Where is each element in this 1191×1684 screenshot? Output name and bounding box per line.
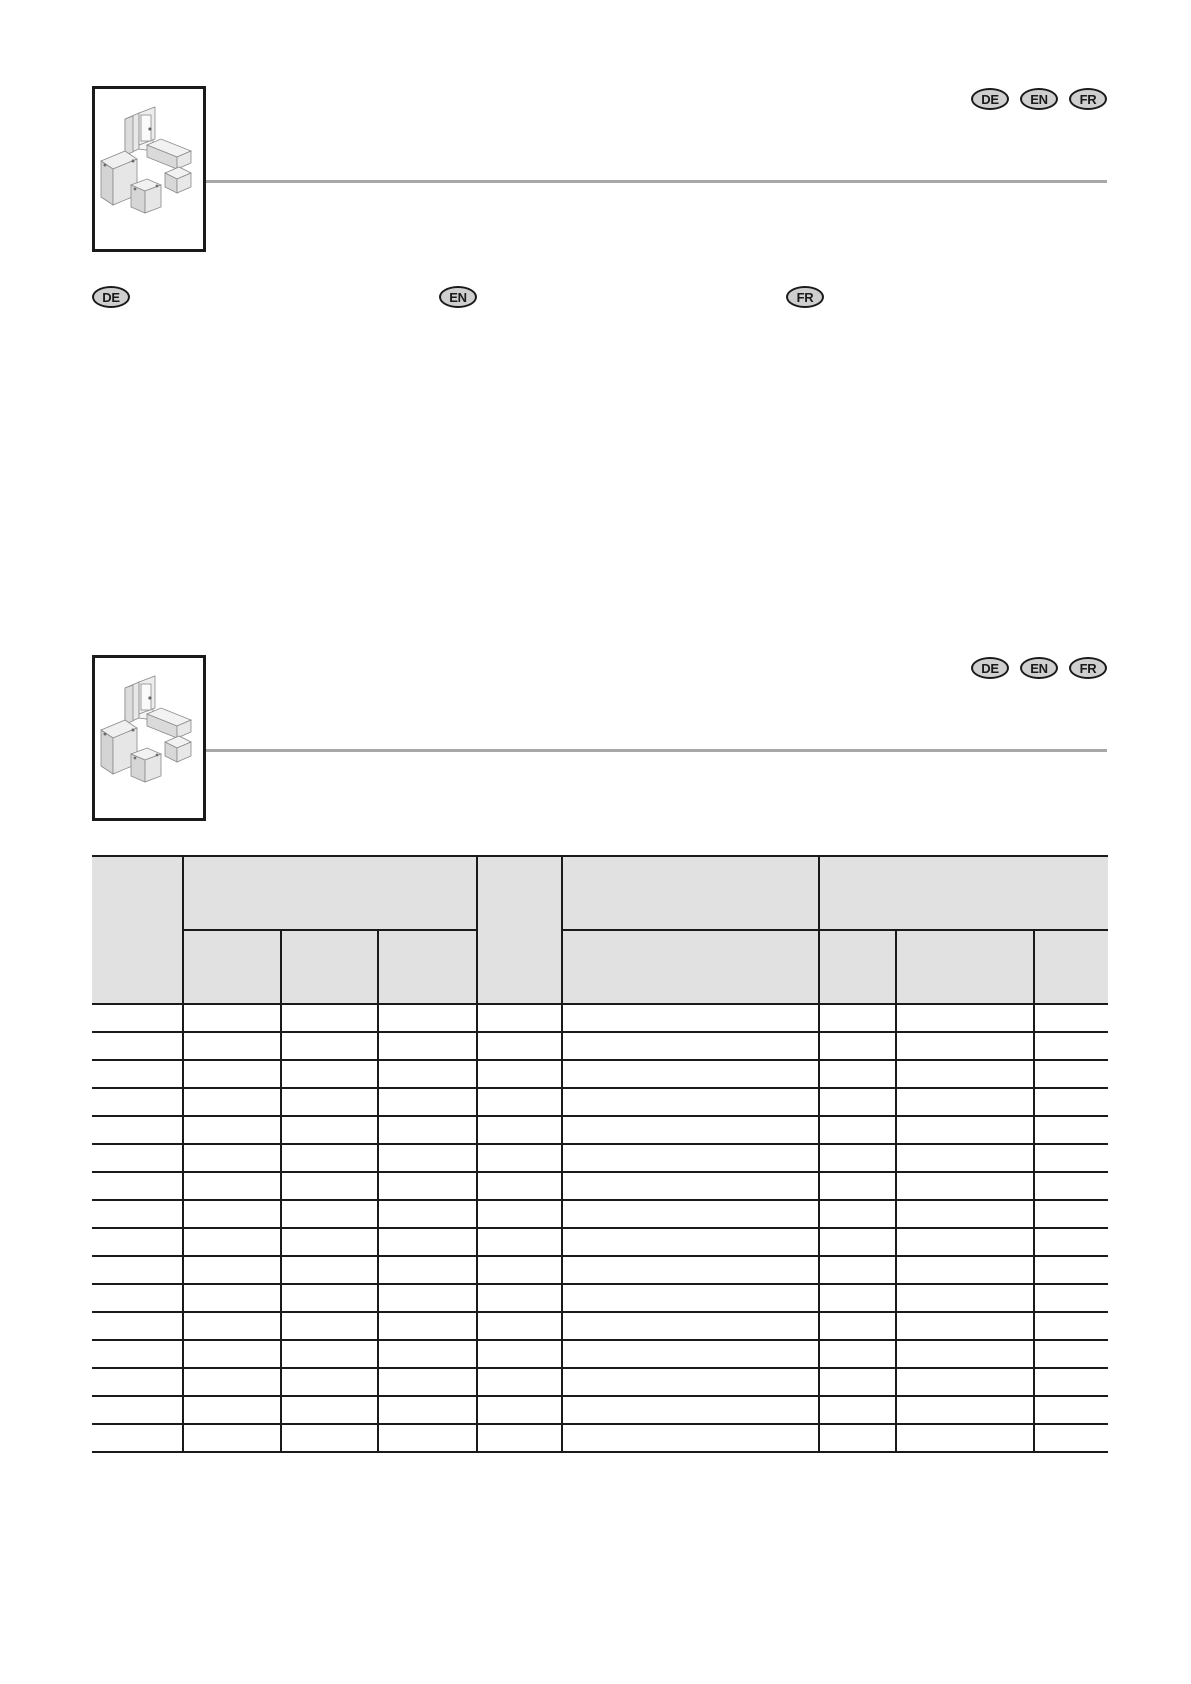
table-cell [183,1228,281,1256]
table-cell [477,1144,562,1172]
column-language-badge-en: EN [439,286,477,308]
table-cell [92,1424,183,1452]
table-cell [1034,1396,1108,1424]
language-badge-fr: FR [1069,88,1107,110]
table-cell [819,1032,896,1060]
table-cell [378,1368,477,1396]
table-cell [92,1312,183,1340]
product-data-table [92,855,1108,1453]
table-cell [281,1172,378,1200]
table-row [92,1060,1108,1088]
table-cell [281,1284,378,1312]
table-cell [477,1368,562,1396]
table-cell [1034,1088,1108,1116]
table-subheader-5 [819,930,896,1004]
table-subheader-7 [1034,930,1108,1004]
column-language-badge-fr: FR [786,286,824,308]
intro-column-en [439,320,759,620]
table-cell [92,1340,183,1368]
table-cell [281,1032,378,1060]
table-header-article [92,856,183,1004]
table-subheader-2 [281,930,378,1004]
language-badge-de: DE [971,88,1009,110]
table-cell [562,1144,819,1172]
table-cell [281,1088,378,1116]
table-cell [819,1060,896,1088]
table-body [92,1004,1108,1452]
table-cell [92,1200,183,1228]
table-cell [896,1032,1034,1060]
table-cell [896,1172,1034,1200]
table-subheader-3 [378,930,477,1004]
table-cell [183,1200,281,1228]
table-cell [896,1312,1034,1340]
table-cell [183,1116,281,1144]
table-row [92,1284,1108,1312]
enclosure-cabinets-icon [95,658,203,818]
table-cell [477,1340,562,1368]
table-cell [477,1004,562,1032]
table-cell [562,1172,819,1200]
table-cell [562,1032,819,1060]
table-cell [819,1228,896,1256]
column-language-badge-de: DE [92,286,130,308]
table-cell [819,1312,896,1340]
table-row [92,1144,1108,1172]
table-row [92,1396,1108,1424]
table-cell [378,1396,477,1424]
table-cell [378,1424,477,1452]
table-header-right-group [819,856,1108,930]
table-cell [378,1256,477,1284]
table-subheader-6 [896,930,1034,1004]
table-cell [477,1032,562,1060]
table-cell [896,1144,1034,1172]
table-cell [477,1088,562,1116]
table-cell [477,1172,562,1200]
table-cell [477,1060,562,1088]
table-cell [183,1088,281,1116]
table-cell [1034,1144,1108,1172]
table-cell [819,1200,896,1228]
table-cell [1034,1004,1108,1032]
table-cell [477,1256,562,1284]
table-cell [896,1200,1034,1228]
table-cell [378,1284,477,1312]
table-cell [378,1060,477,1088]
table-cell [819,1004,896,1032]
table-cell [378,1340,477,1368]
table-cell [92,1004,183,1032]
table-cell [92,1368,183,1396]
table-cell [819,1256,896,1284]
table-cell [896,1228,1034,1256]
table-cell [477,1312,562,1340]
table-cell [562,1004,819,1032]
table-cell [1034,1256,1108,1284]
table-cell [477,1396,562,1424]
table-cell [896,1256,1034,1284]
table-cell [281,1228,378,1256]
table-cell [819,1424,896,1452]
table-row [92,1116,1108,1144]
table-cell [562,1284,819,1312]
table-cell [281,1340,378,1368]
table-cell [92,1172,183,1200]
table-cell [183,1340,281,1368]
table-cell [819,1116,896,1144]
table-cell [1034,1060,1108,1088]
table-cell [562,1312,819,1340]
language-badge-en: EN [1020,657,1058,679]
language-badge-de: DE [971,657,1009,679]
table-cell [92,1256,183,1284]
table-cell [183,1312,281,1340]
table-cell [562,1340,819,1368]
table-cell [896,1116,1034,1144]
table-cell [281,1200,378,1228]
table-cell [92,1228,183,1256]
table-cell [1034,1368,1108,1396]
table-cell [562,1396,819,1424]
bottom-section-header [0,655,1191,825]
table-cell [896,1284,1034,1312]
product-thumbnail-bottom [92,655,206,821]
table-header-row-2 [92,930,1108,1004]
table-cell [562,1368,819,1396]
table-row [92,1424,1108,1452]
table-subheader-4 [562,930,819,1004]
table-cell [183,1172,281,1200]
table-cell [477,1284,562,1312]
table-cell [281,1396,378,1424]
table-cell [477,1424,562,1452]
table-cell [281,1424,378,1452]
table-cell [281,1368,378,1396]
table-cell [378,1200,477,1228]
table-cell [896,1424,1034,1452]
table-cell [281,1312,378,1340]
table-cell [92,1060,183,1088]
table-cell [562,1088,819,1116]
table-cell [378,1116,477,1144]
table-cell [1034,1116,1108,1144]
table-cell [378,1088,477,1116]
table-cell [819,1396,896,1424]
table-cell [183,1424,281,1452]
table-cell [378,1312,477,1340]
language-badge-fr: FR [1069,657,1107,679]
table-cell [183,1060,281,1088]
language-badges-top [971,88,1107,110]
table-cell [281,1256,378,1284]
table-cell [562,1256,819,1284]
table-row [92,1312,1108,1340]
table-cell [819,1172,896,1200]
table-cell [378,1144,477,1172]
table-cell [92,1032,183,1060]
table-row [92,1228,1108,1256]
table-cell [281,1116,378,1144]
intro-column-fr [786,320,1106,620]
table-cell [896,1340,1034,1368]
table-cell [281,1060,378,1088]
table-cell [819,1368,896,1396]
table-row [92,1368,1108,1396]
table-cell [183,1004,281,1032]
table-header-col6-group [562,856,819,930]
table-cell [378,1228,477,1256]
table-cell [92,1144,183,1172]
top-section-header [0,86,1191,256]
table-cell [562,1424,819,1452]
table-cell [896,1396,1034,1424]
table-cell [183,1396,281,1424]
table-cell [1034,1312,1108,1340]
table-cell [1034,1340,1108,1368]
table-cell [281,1144,378,1172]
table-cell [183,1144,281,1172]
table-cell [378,1004,477,1032]
table-row [92,1200,1108,1228]
enclosure-cabinets-icon [95,89,203,249]
table-cell [378,1032,477,1060]
table-cell [1034,1284,1108,1312]
table-cell [1034,1032,1108,1060]
table-cell [477,1228,562,1256]
table-cell [92,1088,183,1116]
table-cell [183,1368,281,1396]
table-row [92,1088,1108,1116]
product-thumbnail-top [92,86,206,252]
table-cell [896,1004,1034,1032]
table-cell [281,1004,378,1032]
table-cell [183,1284,281,1312]
table-cell [92,1116,183,1144]
table-cell [183,1032,281,1060]
header-divider-top [206,180,1107,183]
table-row [92,1172,1108,1200]
language-badge-en: EN [1020,88,1058,110]
table-cell [183,1256,281,1284]
table-cell [477,1200,562,1228]
language-badges-bottom [971,657,1107,679]
table-cell [1034,1424,1108,1452]
table-row [92,1004,1108,1032]
table-cell [819,1144,896,1172]
table-subheader-1 [183,930,281,1004]
table-header-col5 [477,856,562,1004]
table-cell [1034,1228,1108,1256]
table-cell [378,1172,477,1200]
table-cell [92,1284,183,1312]
table-header-dimensions-group [183,856,477,930]
table-header-row-1 [92,856,1108,930]
table-row [92,1256,1108,1284]
table-cell [1034,1200,1108,1228]
table-row [92,1340,1108,1368]
table-cell [92,1396,183,1424]
table-cell [819,1340,896,1368]
table-cell [896,1088,1034,1116]
table-cell [1034,1172,1108,1200]
table-cell [896,1060,1034,1088]
table-cell [896,1368,1034,1396]
table-cell [562,1116,819,1144]
table-cell [562,1060,819,1088]
table-cell [819,1088,896,1116]
table-cell [819,1284,896,1312]
table-row [92,1032,1108,1060]
table-cell [562,1228,819,1256]
table-cell [477,1116,562,1144]
table-cell [562,1200,819,1228]
header-divider-bottom [206,749,1107,752]
intro-column-de [92,320,412,620]
